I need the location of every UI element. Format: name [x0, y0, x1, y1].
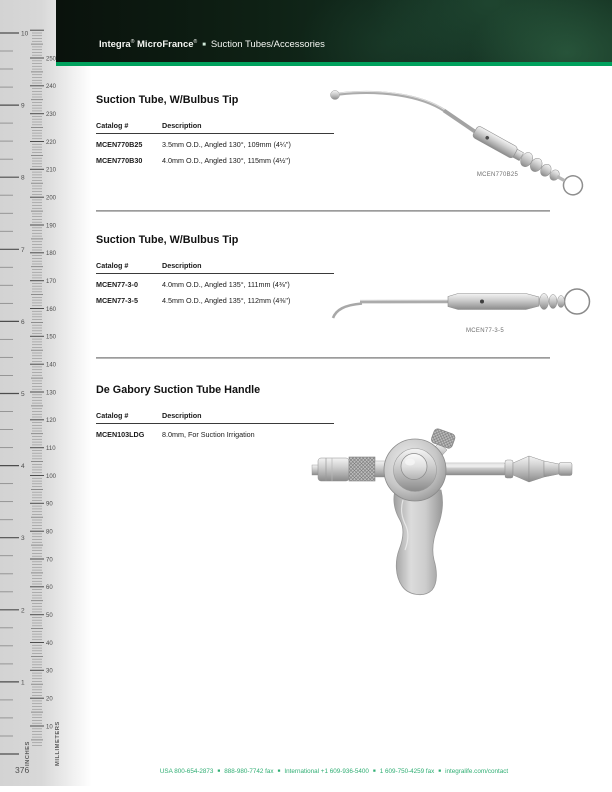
suction-tube-bulbus-image-1 [325, 86, 585, 198]
svg-text:10: 10 [46, 724, 53, 731]
product-table [96, 261, 334, 305]
svg-text:8: 8 [21, 174, 25, 182]
svg-text:30: 30 [46, 668, 53, 675]
svg-text:220: 220 [46, 139, 57, 146]
table-header-row [96, 121, 334, 134]
footer-website: integralife.com/contact [445, 768, 509, 775]
svg-text:80: 80 [46, 529, 53, 536]
catalog-number: MCEN77-3-0 [96, 280, 138, 289]
description: 4.5mm O.D., Angled 135°, 112mm (4⅜") [162, 295, 291, 305]
registered-mark: ® [193, 39, 198, 45]
ruler-millimeters-caption: MILLIMETERS [55, 721, 61, 766]
square-separator-icon: ■ [372, 768, 376, 773]
svg-text:6: 6 [21, 318, 25, 326]
footer-contact-line [56, 768, 612, 775]
svg-text:130: 130 [46, 390, 57, 397]
ruler-inches-caption: INCHES [25, 741, 31, 766]
svg-text:210: 210 [46, 167, 57, 174]
footer-phone-intl: International +1 609-936-5400 [284, 768, 369, 775]
table-row [96, 140, 334, 149]
product-table [96, 121, 334, 165]
svg-text:110: 110 [46, 446, 56, 452]
svg-text:250: 250 [46, 56, 57, 63]
footer-fax-intl: 1 609-750-4259 fax [379, 768, 435, 775]
brand-microfrance: MicroFrance [137, 39, 194, 51]
svg-text:3: 3 [21, 535, 25, 543]
description: 8.0mm, For Suction Irrigation [162, 430, 255, 439]
section-title: De Gabory Suction Tube Handle [96, 384, 261, 396]
svg-text:100: 100 [46, 473, 57, 480]
svg-text:240: 240 [46, 84, 57, 91]
catalog-number: MCEN77-3-5 [96, 295, 138, 305]
table-header-row [96, 261, 334, 274]
square-separator-icon: ■ [217, 768, 221, 773]
header-section-title: Suction Tubes/Accessories [210, 39, 325, 51]
svg-text:60: 60 [46, 585, 53, 592]
col-header-catalog: Catalog # [96, 261, 129, 270]
image-catalog-label: MCEN77-3-5 [465, 328, 504, 334]
col-header-description: Description [162, 261, 202, 270]
description: 4.0mm O.D., Angled 135°, 111mm (4⅜") [162, 280, 290, 289]
image-catalog-label: MCEN770B25 [476, 172, 519, 178]
table-row [96, 280, 334, 289]
product-table [96, 411, 334, 439]
table-row [96, 430, 334, 439]
square-separator-icon: ■ [202, 42, 206, 49]
table-row [96, 156, 334, 165]
catalog-number: MCEN770B30 [96, 155, 143, 165]
header-bar [56, 0, 612, 62]
ruler-column [0, 0, 92, 786]
svg-text:70: 70 [46, 557, 53, 564]
brand-integra: Integra [99, 39, 131, 51]
footer-fax-usa: 888-980-7742 fax [224, 768, 274, 775]
catalog-number: MCEN103LDG [96, 430, 145, 439]
section-title: Suction Tube, W/Bulbus Tip [96, 94, 239, 106]
svg-text:10: 10 [21, 30, 29, 38]
svg-text:230: 230 [46, 112, 57, 118]
de-gabory-handle-image [302, 418, 582, 633]
svg-text:1: 1 [21, 679, 25, 687]
svg-text:7: 7 [21, 246, 25, 254]
section-divider [96, 210, 550, 212]
svg-text:20: 20 [46, 696, 53, 703]
svg-text:140: 140 [46, 362, 57, 369]
svg-text:2: 2 [21, 607, 25, 615]
col-header-catalog: Catalog # [96, 411, 129, 420]
svg-text:200: 200 [46, 195, 57, 202]
svg-text:50: 50 [46, 613, 53, 619]
svg-text:150: 150 [46, 334, 57, 341]
svg-text:120: 120 [46, 418, 57, 425]
header-accent-line [56, 62, 612, 66]
page-number: 376 [15, 765, 30, 775]
svg-text:190: 190 [46, 223, 57, 230]
catalog-number: MCEN770B25 [96, 140, 143, 149]
section-title: Suction Tube, W/Bulbus Tip [96, 234, 239, 246]
col-header-description: Description [162, 121, 202, 130]
header-title [99, 39, 325, 50]
svg-text:9: 9 [21, 102, 25, 110]
svg-text:40: 40 [46, 640, 53, 647]
table-row [96, 296, 334, 305]
col-header-description: Description [162, 411, 202, 420]
square-separator-icon: ■ [277, 768, 281, 773]
description: 4.0mm O.D., Angled 130°, 115mm (4½") [162, 155, 291, 165]
col-header-catalog: Catalog # [96, 121, 129, 130]
ruler-ticks [0, 0, 92, 786]
square-separator-icon: ■ [438, 768, 442, 773]
footer-phone-usa: USA 800-654-2873 [159, 768, 214, 775]
svg-text:180: 180 [46, 251, 57, 258]
description: 3.5mm O.D., Angled 130°, 109mm (4¼") [162, 140, 291, 149]
svg-text:170: 170 [46, 279, 57, 285]
svg-text:160: 160 [46, 306, 57, 313]
svg-text:4: 4 [21, 463, 25, 471]
svg-text:5: 5 [21, 391, 25, 398]
section-divider [96, 357, 550, 359]
registered-mark: ® [130, 39, 135, 45]
table-header-row [96, 411, 334, 424]
svg-text:90: 90 [46, 501, 53, 508]
